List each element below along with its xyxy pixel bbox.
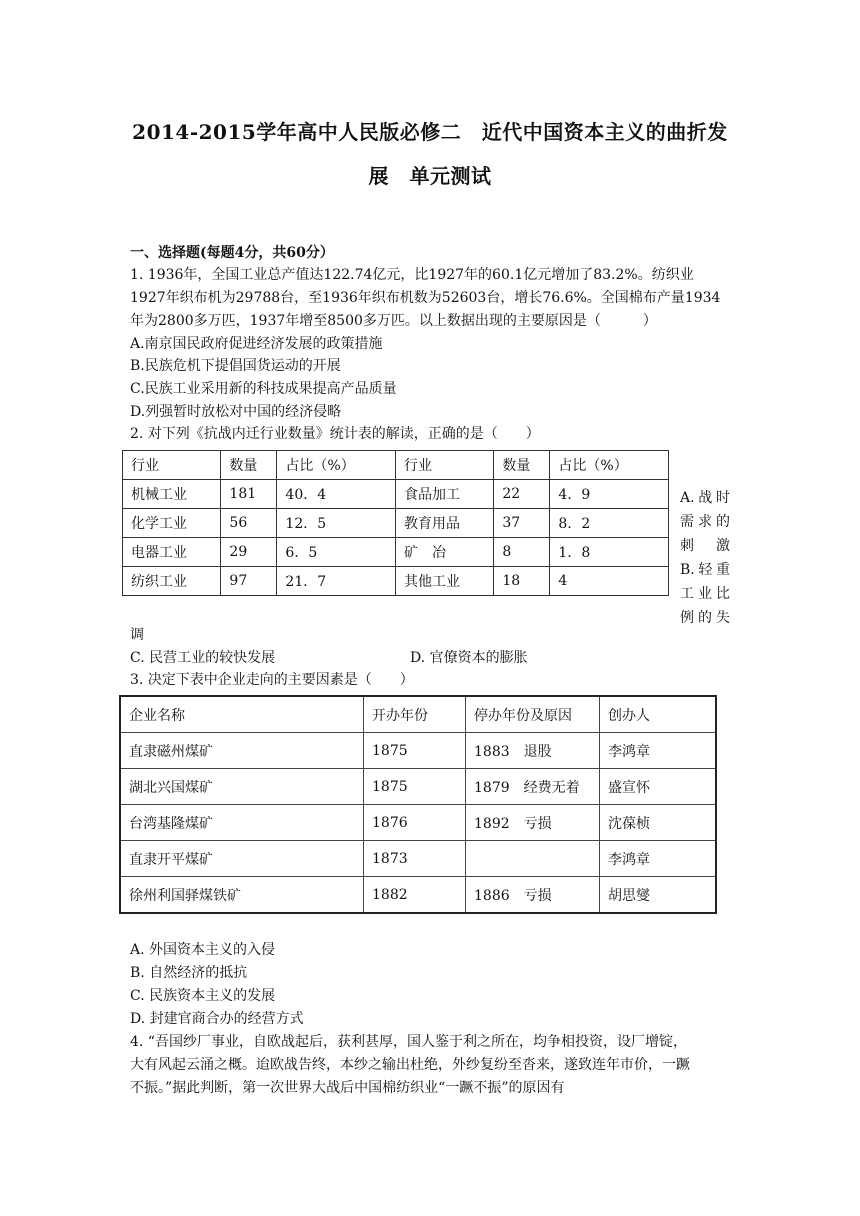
table-cell: 直隶开平煤矿 (120, 841, 364, 877)
q2-side-line: 刺 激 (680, 538, 730, 554)
table-header-row (120, 696, 716, 733)
table-header-cell: 行业 (395, 451, 493, 480)
table-cell: 胡思燮 (600, 877, 717, 914)
table-header-cell: 创办人 (600, 696, 717, 733)
q3-option-b: B. 自然经济的抵抗 (130, 965, 248, 981)
table-cell: 29 (221, 538, 277, 567)
section-heading: 一、选择题(每题4分，共60分） (130, 245, 334, 261)
table-cell (466, 841, 600, 877)
table-header-cell: 数量 (221, 451, 277, 480)
table-cell: 1882 (364, 877, 466, 914)
table-row (123, 509, 669, 538)
table-row (123, 538, 669, 567)
q3-enterprise-table (119, 695, 717, 914)
table-cell: 教育用品 (395, 509, 493, 538)
q2-side-line: 需求的 (680, 514, 730, 530)
table-cell: 1886 亏损 (466, 877, 600, 914)
table-row (120, 769, 716, 805)
table-row (120, 805, 716, 841)
table-cell: 1883 退股 (466, 733, 600, 769)
table-cell: 湖北兴国煤矿 (120, 769, 364, 805)
table-cell: 12．5 (277, 509, 396, 538)
q2-side-line: 例的失 (680, 610, 730, 626)
table-cell: 台湾基隆煤矿 (120, 805, 364, 841)
table-cell: 纺织工业 (123, 567, 221, 596)
q4-stem-line-1: 4. “吾国纱厂事业，自欧战起后，获利甚厚，国人鉴于利之所在，均争相投资，设厂增锭， (130, 1034, 687, 1050)
table-header-cell: 占比（%） (277, 451, 396, 480)
q2-side-line: B.轻重 (680, 562, 730, 578)
q1-option-b: B.民族危机下提倡国货运动的开展 (130, 358, 341, 374)
table-cell: 矿 冶 (395, 538, 493, 567)
q4-stem-line-3: 不振。”据此判断，第一次世界大战后中国棉纺织业“一蹶不振”的原因有 (130, 1080, 565, 1096)
table-cell: 盛宣怀 (600, 769, 717, 805)
q1-option-a: A.南京国民政府促进经济发展的政策措施 (130, 336, 383, 352)
q3-stem: 3. 决定下表中企业走向的主要因素是（ ） (130, 672, 414, 688)
table-cell: 181 (221, 480, 277, 509)
table-cell: 4．9 (550, 480, 669, 509)
table-header-cell: 行业 (123, 451, 221, 480)
table-cell: 21．7 (277, 567, 396, 596)
q1-option-c: C.民族工业采用新的科技成果提高产品质量 (130, 381, 397, 397)
q1-option-d: D.列强暂时放松对中国的经济侵略 (130, 404, 342, 420)
table-cell: 8．2 (550, 509, 669, 538)
table-cell: 李鸿章 (600, 841, 717, 877)
table-row (123, 567, 669, 596)
table-header-cell: 数量 (494, 451, 550, 480)
table-cell: 4 (550, 567, 669, 596)
table-cell: 1892 亏损 (466, 805, 600, 841)
table-header-cell: 开办年份 (364, 696, 466, 733)
table-cell: 8 (494, 538, 550, 567)
q3-option-c: C. 民族资本主义的发展 (130, 988, 276, 1004)
q2-option-c: C. 民营工业的较快发展 (130, 650, 276, 666)
table-row (123, 480, 669, 509)
table-cell: 其他工业 (395, 567, 493, 596)
table-cell: 1875 (364, 733, 466, 769)
table-cell: 40．4 (277, 480, 396, 509)
table-cell: 1875 (364, 769, 466, 805)
table-cell: 李鸿章 (600, 733, 717, 769)
table-row (120, 733, 716, 769)
table-cell: 97 (221, 567, 277, 596)
table-cell: 沈葆桢 (600, 805, 717, 841)
document-title-line-1: 2014-2015学年高中人民版必修二 近代中国资本主义的曲折发 (132, 120, 728, 144)
table-header-cell: 企业名称 (120, 696, 364, 733)
table-cell: 1．8 (550, 538, 669, 567)
q2-side-line: A.战时 (680, 490, 730, 506)
table-cell: 18 (494, 567, 550, 596)
q2-stem: 2. 对下列《抗战内迁行业数量》统计表的解读，正确的是（ ） (130, 426, 540, 442)
table-header-cell: 停办年份及原因 (466, 696, 600, 733)
table-cell: 1873 (364, 841, 466, 877)
q2-option-b-tail: 调 (130, 627, 144, 643)
q2-side-line: 工业比 (680, 586, 730, 602)
table-row (120, 877, 716, 914)
table-cell: 1876 (364, 805, 466, 841)
q3-option-d: D. 封建官商合办的经营方式 (130, 1011, 304, 1027)
table-cell: 22 (494, 480, 550, 509)
q1-stem-line-2: 1927年织布机为29788台，至1936年织布机数为52603台，增长76.6%。全国棉布产量1934 (130, 290, 721, 306)
table-header-cell: 占比（%） (550, 451, 669, 480)
table-header-row (123, 451, 669, 480)
table-cell: 37 (494, 509, 550, 538)
table-cell: 化学工业 (123, 509, 221, 538)
table-cell: 6．5 (277, 538, 396, 567)
q2-statistics-table (122, 450, 669, 596)
table-cell: 1879 经费无着 (466, 769, 600, 805)
table-cell: 直隶磁州煤矿 (120, 733, 364, 769)
q4-stem-line-2: 大有风起云涌之概。迨欧战告终，本纱之输出杜绝，外纱复纷至沓来，遂致连年市价，一蹶 (130, 1057, 690, 1073)
q2-option-d: D. 官僚资本的膨胀 (410, 650, 528, 666)
table-cell: 电器工业 (123, 538, 221, 567)
q1-stem-line-3: 年为2800多万匹，1937年增至8500多万匹。以上数据出现的主要原因是（ ） (130, 313, 657, 329)
table-cell: 机械工业 (123, 480, 221, 509)
table-cell: 徐州利国驿煤铁矿 (120, 877, 364, 914)
table-cell: 56 (221, 509, 277, 538)
q2-wrapped-options (680, 486, 730, 630)
q3-option-a: A. 外国资本主义的入侵 (130, 942, 276, 958)
q1-stem-line-1: 1. 1936年，全国工业总产值达122.74亿元，比1927年的60.1亿元增加了83.2%。纺织业 (130, 267, 694, 283)
table-cell: 食品加工 (395, 480, 493, 509)
document-title-line-2: 展 单元测试 (368, 164, 492, 188)
table-row (120, 841, 716, 877)
